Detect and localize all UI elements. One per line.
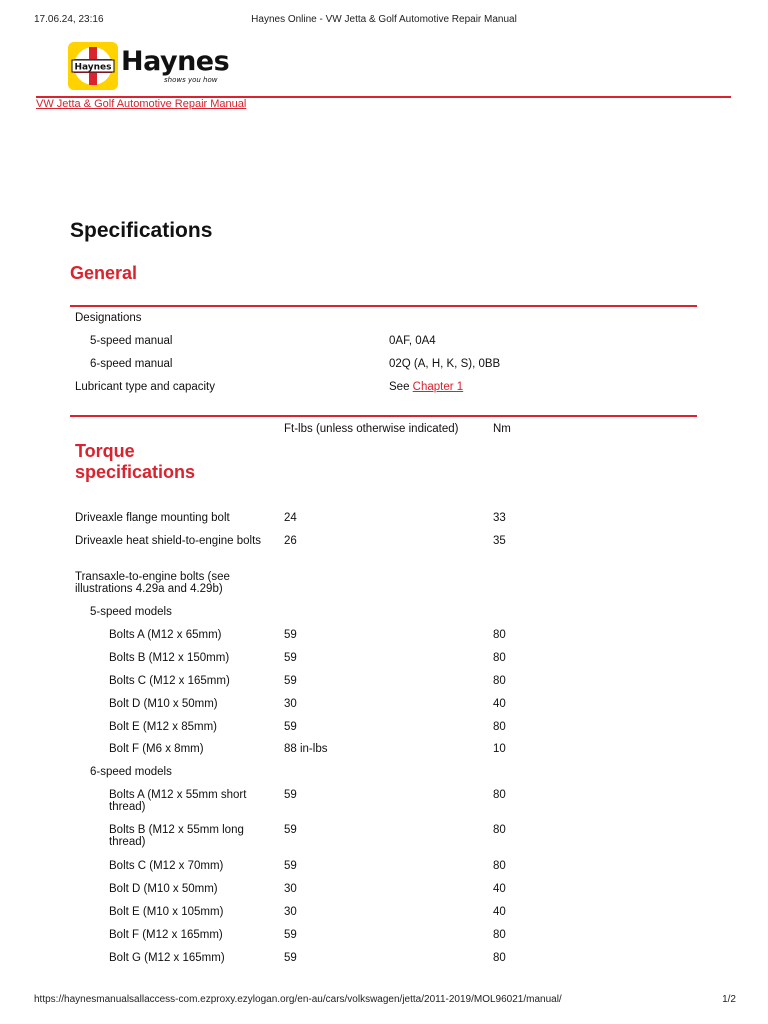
torque-row-nm: 33 xyxy=(493,512,506,524)
column-header-nm: Nm xyxy=(493,423,511,435)
print-header xyxy=(0,14,768,30)
torque-row-nm: 80 xyxy=(493,652,506,664)
torque-row-label: Bolt E (M12 x 85mm) xyxy=(109,721,217,733)
torque-subheading: 6-speed models xyxy=(90,766,172,778)
torque-row-label: Bolt D (M10 x 50mm) xyxy=(109,883,218,895)
torque-row-label: Bolt D (M10 x 50mm) xyxy=(109,698,218,710)
general-row-value: 02Q (A, H, K, S), 0BB xyxy=(389,358,501,370)
print-page-number: 1/2 xyxy=(722,994,736,1005)
torque-row-ftlbs: 59 xyxy=(284,952,297,964)
torque-row-nm: 80 xyxy=(493,824,506,836)
general-row-label: Designations xyxy=(75,312,142,324)
torque-row-label: Transaxle-to-engine bolts (see illustrations 4.29a and 4.29b) xyxy=(75,571,230,595)
torque-row-nm: 80 xyxy=(493,675,506,687)
torque-row-label: Driveaxle flange mounting bolt xyxy=(75,512,230,524)
torque-row-label: Bolts A (M12 x 55mm short thread) xyxy=(109,789,247,813)
torque-row-nm: 80 xyxy=(493,860,506,872)
torque-row-nm: 40 xyxy=(493,698,506,710)
torque-row-nm: 10 xyxy=(493,743,506,755)
haynes-tagline: shows you how xyxy=(164,76,218,84)
torque-title-line2: specifications xyxy=(75,462,196,482)
torque-row-ftlbs: 59 xyxy=(284,629,297,641)
general-row-value xyxy=(389,381,463,393)
see-prefix: See xyxy=(389,381,413,393)
torque-row-label: Bolt F (M6 x 8mm) xyxy=(109,743,204,755)
torque-row-label: Bolt G (M12 x 165mm) xyxy=(109,952,225,964)
torque-row-ftlbs: 26 xyxy=(284,535,297,547)
torque-section-title xyxy=(75,441,275,483)
haynes-wordmark: Haynes xyxy=(121,46,230,77)
torque-row-ftlbs: 30 xyxy=(284,883,297,895)
torque-row-ftlbs: 88 in-lbs xyxy=(284,743,328,755)
print-footer xyxy=(0,994,768,1010)
chapter-1-link[interactable]: Chapter 1 xyxy=(412,381,464,393)
torque-row-ftlbs: 59 xyxy=(284,860,297,872)
torque-row-ftlbs: 59 xyxy=(284,675,297,687)
general-section-title: General xyxy=(70,263,138,283)
haynes-logo[interactable] xyxy=(68,42,228,92)
svg-text:Haynes: Haynes xyxy=(74,62,112,73)
torque-row-ftlbs: 30 xyxy=(284,906,297,918)
torque-row-label: Driveaxle heat shield-to-engine bolts xyxy=(75,535,262,547)
torque-row-nm: 80 xyxy=(493,789,506,801)
torque-row-nm: 80 xyxy=(493,929,506,941)
torque-row-ftlbs: 30 xyxy=(284,698,297,710)
page-title: Specifications xyxy=(70,219,213,242)
torque-row-ftlbs: 59 xyxy=(284,652,297,664)
haynes-badge-icon xyxy=(68,42,118,90)
general-row-label: 6-speed manual xyxy=(90,358,173,370)
torque-row-ftlbs: 59 xyxy=(284,929,297,941)
torque-top-divider xyxy=(70,415,697,417)
print-url: https://haynesmanualsallaccess-com.ezproxy.ezylogan.org/en-au/cars/volkswagen/jetta/2011-2019/MOL96021/manual/ xyxy=(34,994,562,1005)
torque-row-nm: 80 xyxy=(493,952,506,964)
torque-row-ftlbs: 59 xyxy=(284,824,297,836)
torque-row-nm: 35 xyxy=(493,535,506,547)
general-row-label: 5-speed manual xyxy=(90,335,173,347)
torque-row-label: Bolts A (M12 x 65mm) xyxy=(109,629,222,641)
torque-row-nm: 80 xyxy=(493,629,506,641)
torque-row-ftlbs: 59 xyxy=(284,789,297,801)
torque-row-nm: 40 xyxy=(493,906,506,918)
torque-row-ftlbs: 59 xyxy=(284,721,297,733)
print-doc-title: Haynes Online - VW Jetta & Golf Automotive Repair Manual xyxy=(251,14,517,25)
column-header-ftlbs: Ft-lbs (unless otherwise indicated) xyxy=(284,423,459,435)
torque-row-label: Bolts B (M12 x 55mm long thread) xyxy=(109,824,244,848)
torque-row-label: Bolts C (M12 x 165mm) xyxy=(109,675,230,687)
torque-row-nm: 40 xyxy=(493,883,506,895)
torque-row-nm: 80 xyxy=(493,721,506,733)
breadcrumb-manual-link[interactable]: VW Jetta & Golf Automotive Repair Manual xyxy=(36,98,247,110)
torque-row-label: Bolts C (M12 x 70mm) xyxy=(109,860,224,872)
torque-row-ftlbs: 24 xyxy=(284,512,297,524)
torque-row-label: Bolts B (M12 x 150mm) xyxy=(109,652,230,664)
general-row-value: 0AF, 0A4 xyxy=(389,335,436,347)
general-top-divider xyxy=(70,305,697,307)
torque-row-label: Bolt E (M10 x 105mm) xyxy=(109,906,224,918)
torque-title-line1: Torque xyxy=(75,441,135,461)
torque-row-label: Bolt F (M12 x 165mm) xyxy=(109,929,223,941)
general-row-label: Lubricant type and capacity xyxy=(75,381,216,393)
torque-subheading: 5-speed models xyxy=(90,606,172,618)
print-date: 17.06.24, 23:16 xyxy=(34,14,104,25)
